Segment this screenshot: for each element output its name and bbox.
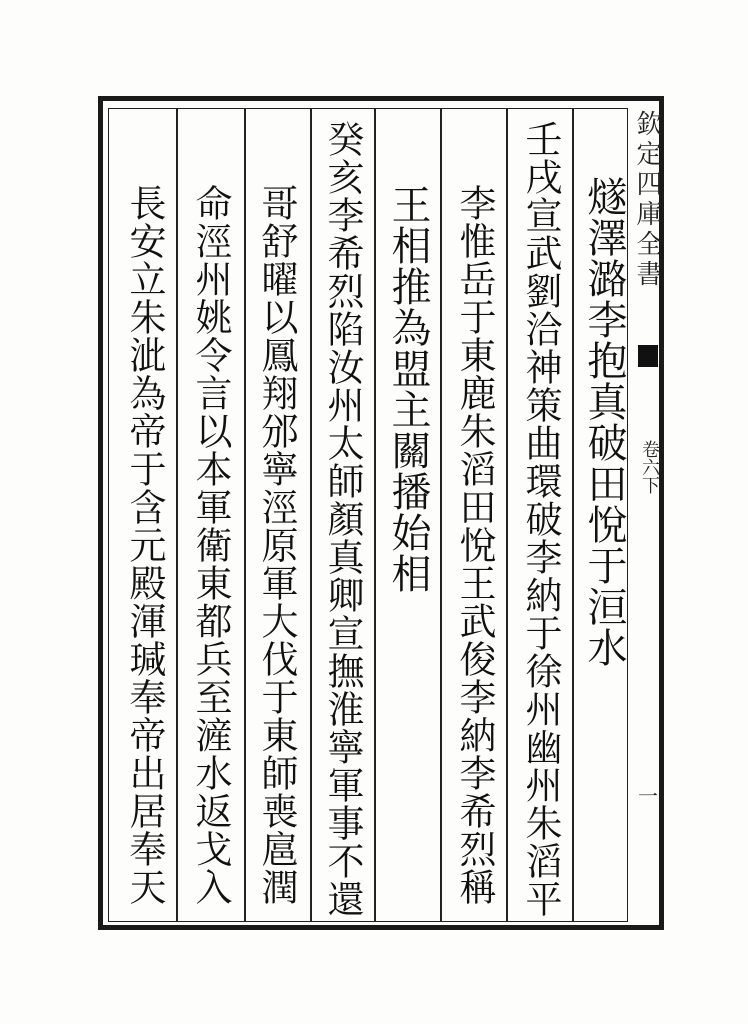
page-number: 一 (638, 784, 658, 808)
text-column-1: 燧澤潞李抱真破田悅于洹水 (581, 176, 627, 668)
column-rule (506, 108, 508, 922)
book-title: 欽定四庫全書 (632, 110, 662, 290)
text-column-2: 壬戌宣武劉洽神策曲環破李納于徐州幽州朱滔平 (519, 120, 562, 918)
text-column-4: 王相推為盟主關播始相 (385, 184, 431, 594)
text-column-7: 命涇州姚令言以本軍衛東都兵至滻水返戈入 (189, 184, 232, 906)
column-rule (374, 108, 376, 922)
text-column-8: 長安立朱泚為帝于含元殿渾瑊奉帝出居奉天 (123, 184, 166, 906)
volume-label: 卷六下 (639, 440, 660, 494)
column-rule (310, 108, 312, 922)
text-column-6: 哥舒曜以鳳翔邠寧涇原軍大伐于東師喪扈潤 (255, 184, 298, 906)
text-column-3: 李惟岳于東鹿朱滔田悅王武俊李納李希烈稱 (453, 184, 496, 906)
column-rule (244, 108, 246, 922)
column-rule (572, 108, 574, 922)
fishtail-mark (638, 345, 658, 367)
text-column-5: 癸亥李希烈陷汝州太師顏真卿宣撫淮寧軍事不還 (321, 120, 364, 918)
column-rule (440, 108, 442, 922)
column-rule (176, 108, 178, 922)
